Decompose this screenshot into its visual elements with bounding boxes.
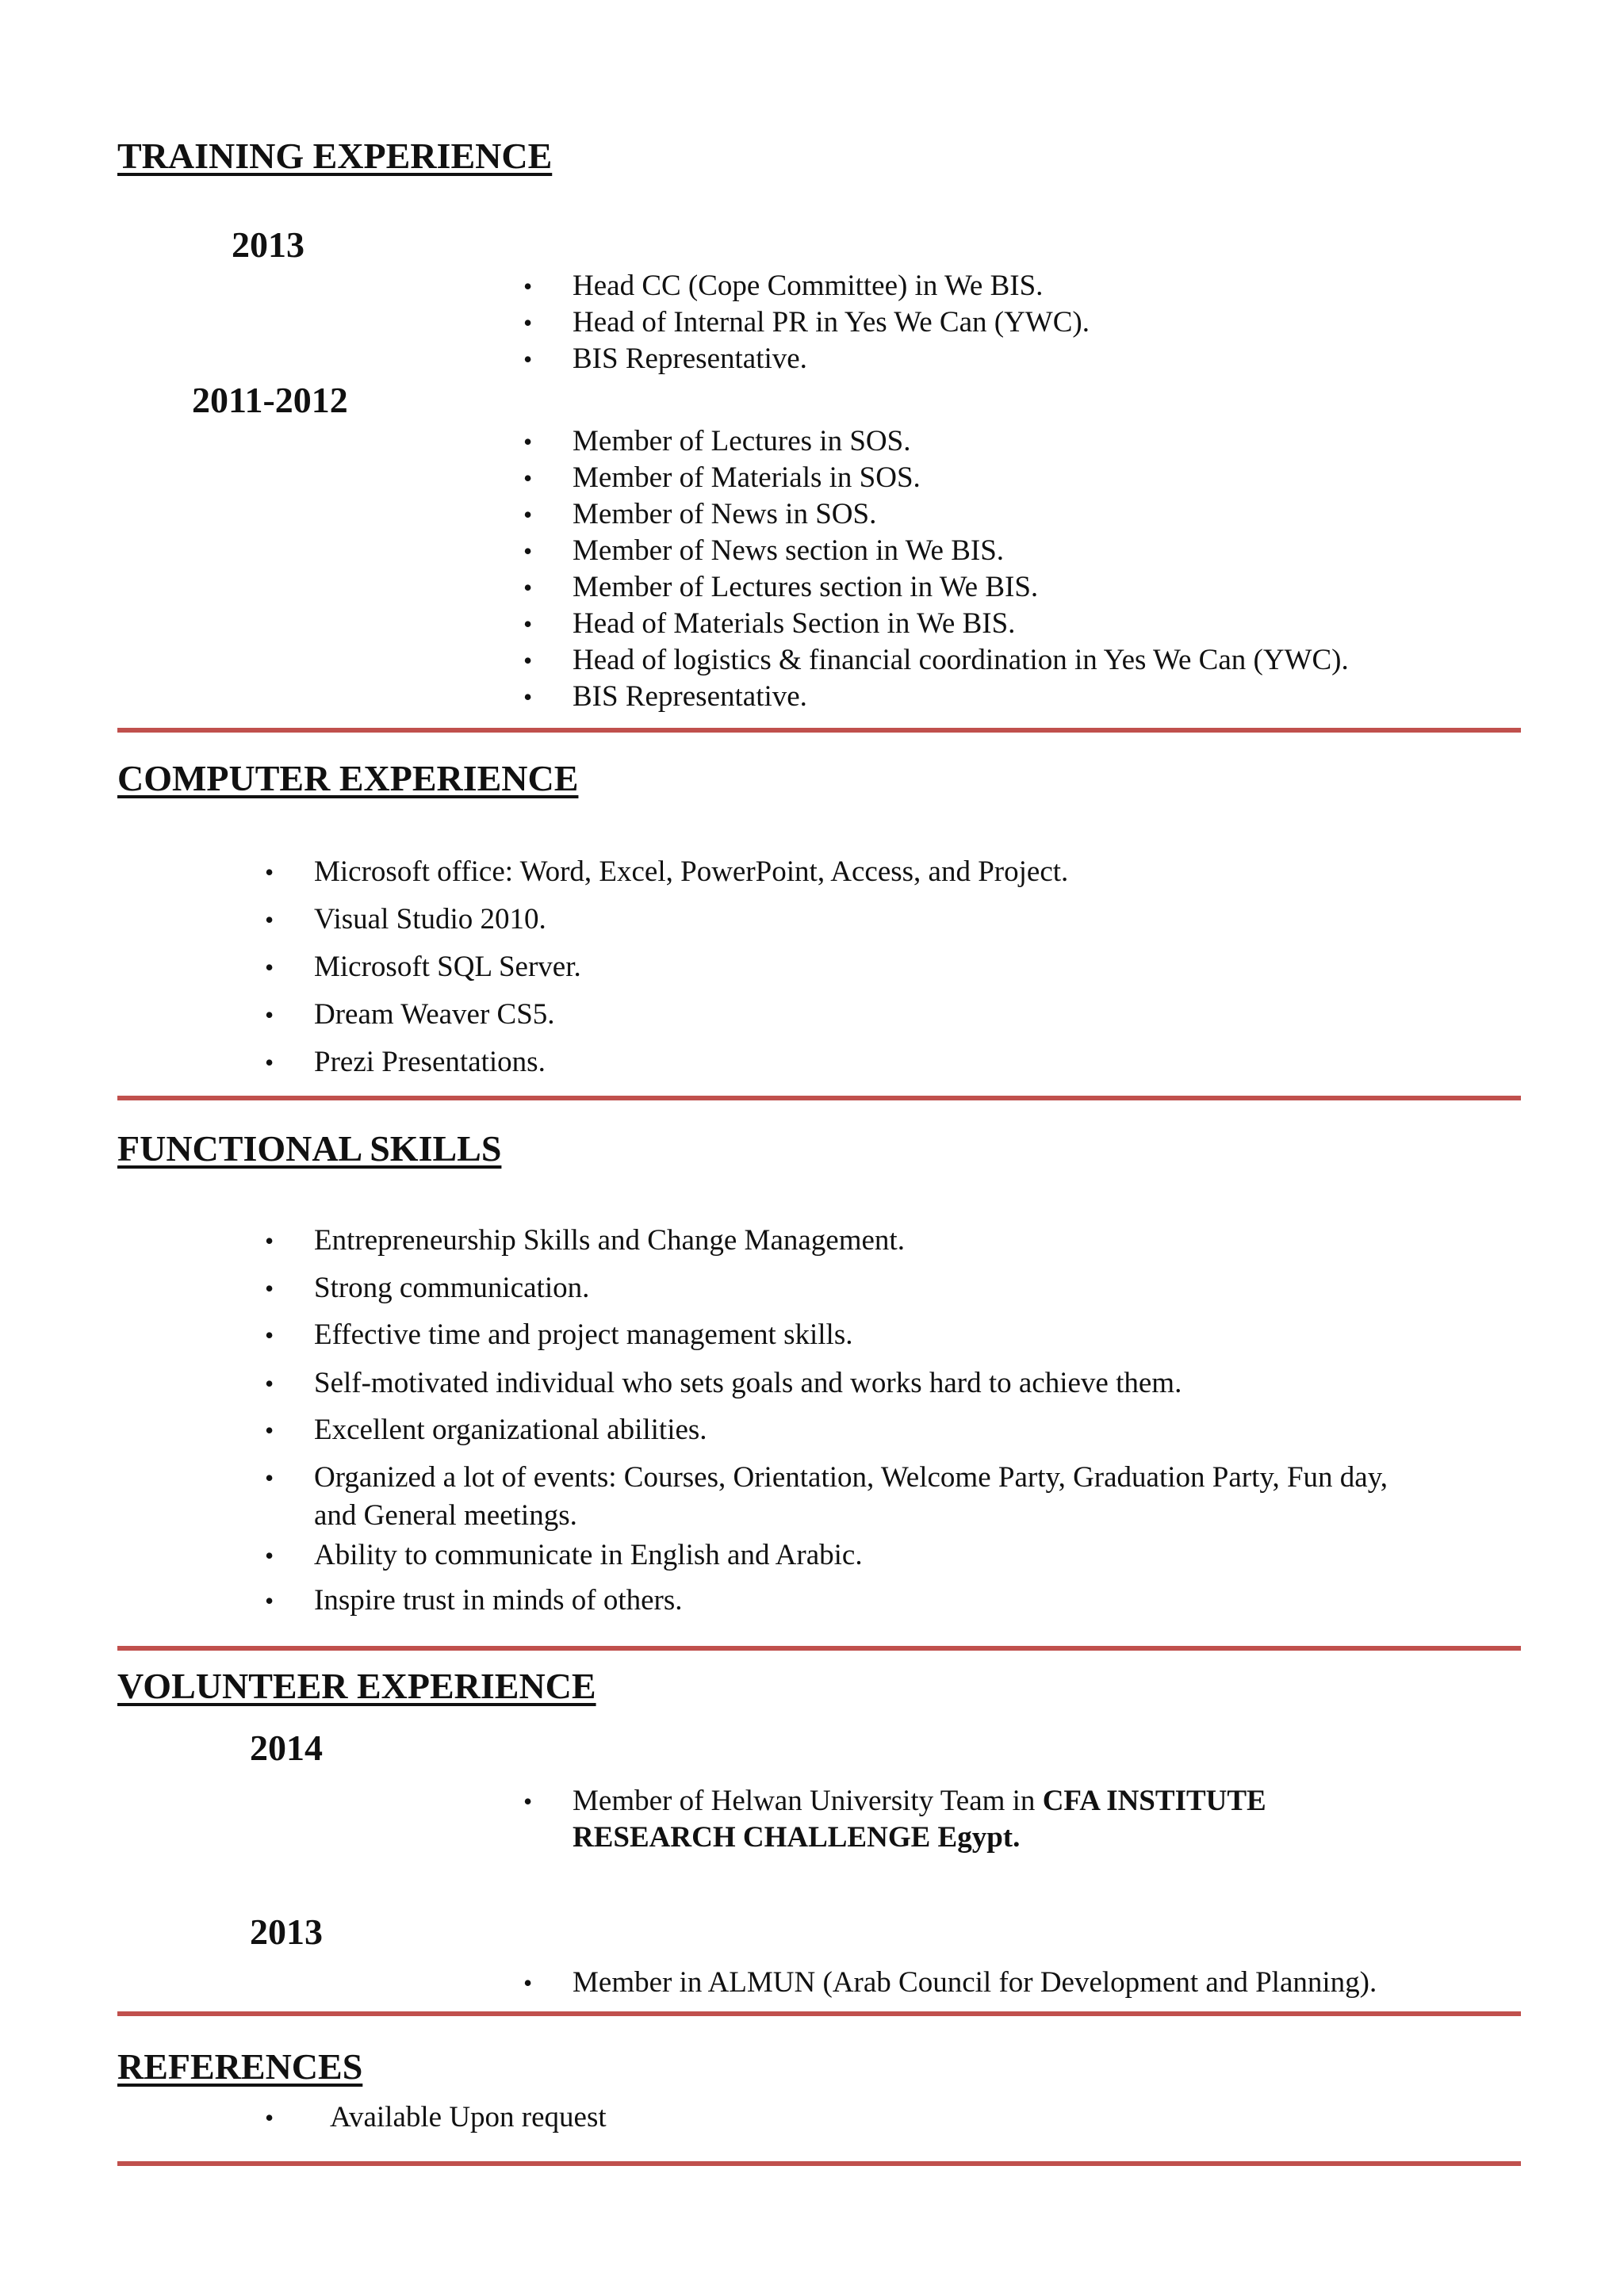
- bullet-icon: •: [523, 683, 533, 711]
- section-heading-computer: COMPUTER EXPERIENCE: [117, 758, 579, 798]
- bullet-icon: •: [523, 537, 533, 565]
- bullet-icon: •: [265, 1321, 274, 1349]
- year-label: 2013: [232, 224, 304, 265]
- section-divider: [117, 2161, 1521, 2166]
- bullet-icon: •: [265, 1464, 274, 1492]
- bullet-icon: •: [523, 573, 533, 602]
- bullet-icon: •: [523, 272, 533, 300]
- bullet-icon: •: [265, 1416, 274, 1445]
- section-divider: [117, 2011, 1521, 2016]
- bullet-icon: •: [265, 1274, 274, 1303]
- bullet-icon: •: [523, 308, 533, 337]
- year-label: 2014: [250, 1728, 323, 1768]
- bullet-icon: •: [523, 1969, 533, 1997]
- bullet-icon: •: [265, 953, 274, 982]
- bullet-icon: •: [265, 858, 274, 886]
- bullet-icon: •: [265, 1369, 274, 1398]
- bullet-icon: •: [523, 464, 533, 492]
- section-heading-functional: FUNCTIONAL SKILLS: [117, 1128, 502, 1169]
- section-heading-references: REFERENCES: [117, 2046, 363, 2087]
- bullet-icon: •: [523, 1787, 533, 1816]
- bullet-icon: •: [265, 905, 274, 934]
- bullet-icon: •: [265, 1226, 274, 1255]
- bullet-icon: •: [265, 1586, 274, 1615]
- section-heading-training: TRAINING EXPERIENCE: [117, 136, 553, 176]
- section-divider: [117, 1646, 1521, 1651]
- bullet-icon: •: [523, 427, 533, 456]
- section-divider: [117, 1096, 1521, 1100]
- bullet-icon: •: [523, 345, 533, 373]
- bullet-icon: •: [265, 1001, 274, 1029]
- bullet-icon: •: [265, 1048, 274, 1077]
- section-heading-volunteer: VOLUNTEER EXPERIENCE: [117, 1666, 596, 1706]
- bullet-icon: •: [523, 646, 533, 675]
- year-label: 2013: [250, 1911, 323, 1952]
- bullet-icon: •: [523, 500, 533, 529]
- section-divider: [117, 728, 1521, 733]
- bullet-icon: •: [523, 610, 533, 638]
- year-label: 2011-2012: [192, 380, 348, 420]
- bullet-icon: •: [265, 1541, 274, 1570]
- bullet-icon: •: [265, 2103, 274, 2132]
